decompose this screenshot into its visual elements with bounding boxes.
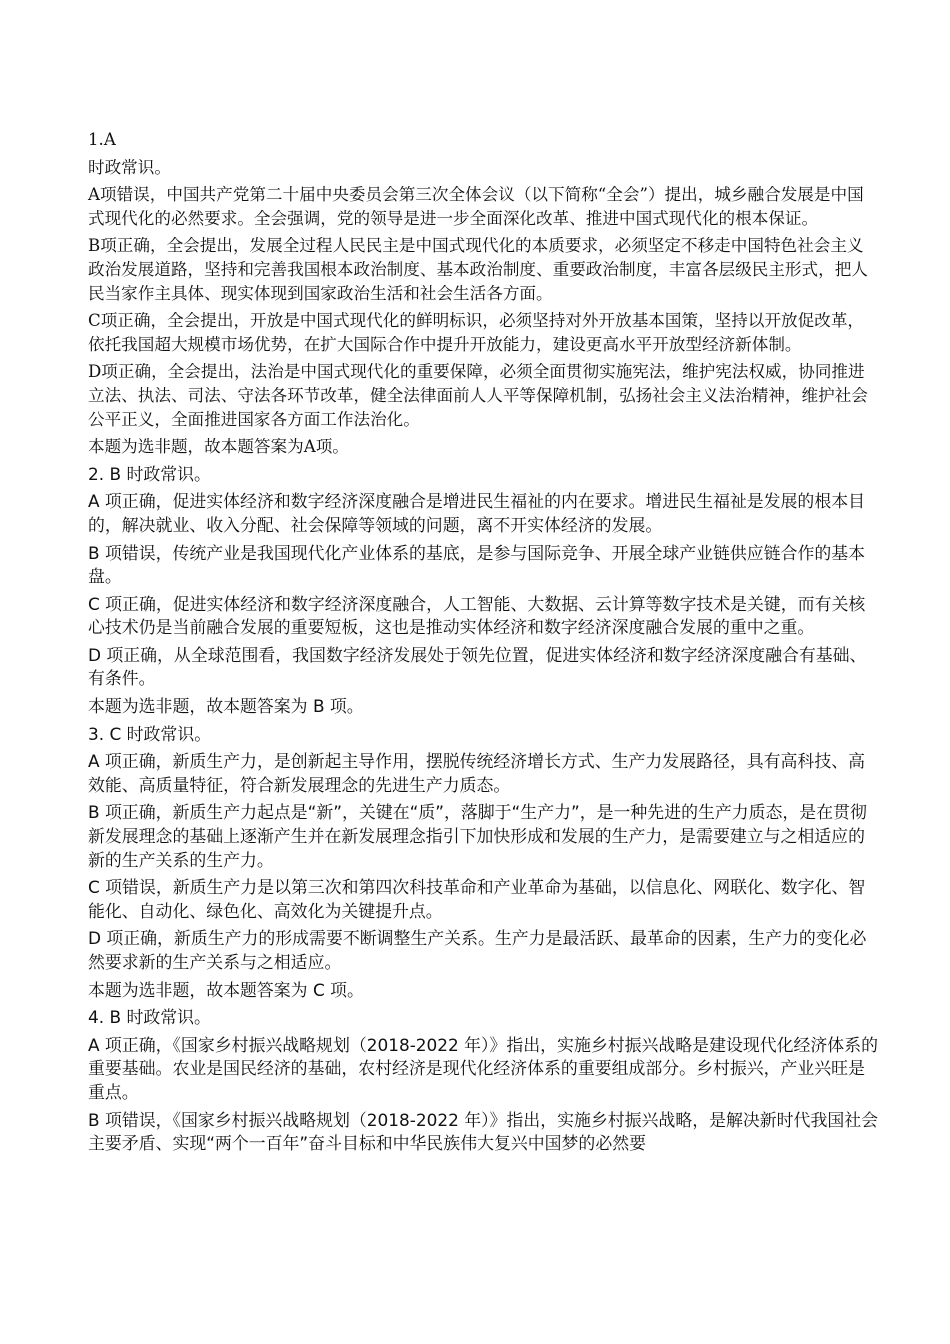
question-1-conclusion: 本题为选非题，故本题答案为A项。 [88,437,349,457]
question-4-option-a: A 项正确，《国家乡村振兴战略规划（2018-2022 年）》指出，实施乡村振兴战略是建设现代化经济体系的重要基础。农业是国民经济的基础，农村经济是现代化经济体系的重要组成部分。乡村振兴，产业兴旺是重点。 [88,1034,878,1102]
question-3-option-d: D 项正确，新质生产力的形成需要不断调整生产关系。生产力是最活跃、最革命的因素，生产力的变化必然要求新的生产关系与之相适应。 [88,928,867,972]
question-3-conclusion: 本题为选非题，故本题答案为 C 项。 [88,979,364,1000]
question-1 [88,128,878,459]
question-1-category: 时政常识。 [88,157,171,177]
question-1-option-a: A项错误，中国共产党第二十届中央委员会第三次全体会议（以下简称“全会”）提出，城乡融合发展是中国式现代化的必然要求。全会强调，党的领导是进一步全面深化改革、推进中国式现代化的根本保证。 [88,185,864,228]
question-3-option-c: C 项错误，新质生产力是以第三次和第四次科技革命和产业革命为基础，以信息化、网联化、数字化、智能化、自动化、绿色化、高效化为关键提升点。 [88,877,866,921]
question-4-header: 4. B 时政常识。 [88,1007,211,1028]
question-4-option-b: B 项错误，《国家乡村振兴战略规划（2018-2022 年）》指出，实施乡村振兴战略，是解决新时代我国社会主要矛盾、实现“两个一百年”奋斗目标和中华民族伟大复兴中国梦的必然要 [88,1109,879,1154]
question-1-option-d: D项正确，全会提出，法治是中国式现代化的重要保障，必须全面贯彻实施宪法，维护宪法权威，协同推进立法、执法、司法、守法各环节改革，健全法律面前人人平等保障机制，弘扬社会主义法治精神，维护社会公平正义，全面推进国家各方面工作法治化。 [88,362,868,429]
question-2-option-a: A 项正确，促进实体经济和数字经济深度融合是增进民生福祉的内在要求。增进民生福祉是发展的根本目的，解决就业、收入分配、社会保障等领域的问题，离不开实体经济的发展。 [88,491,865,535]
document-page [88,128,878,1160]
question-2-option-b: B 项错误，传统产业是我国现代化产业体系的基底，是参与国际竞争、开展全球产业链供应链合作的基本盘。 [88,542,866,587]
question-2-option-d: D 项正确，从全球范围看，我国数字经济发展处于领先位置，促进实体经济和数字经济深度融合有基础、有条件。 [88,644,867,689]
question-3 [88,723,878,1003]
question-4 [88,1006,878,1156]
question-3-option-b: B 项正确，新质生产力起点是“新”，关键在“质”，落脚于“生产力”，是一种先进的生产力质态，是在贯彻新发展理念的基础上逐渐产生并在新发展理念指引下加快形成和发展的生产力，是需要建立与之相适应的新的生产关系的生产力。 [88,802,867,870]
question-2-conclusion: 本题为选非题，故本题答案为 B 项。 [88,696,364,717]
question-2-header: 2. B 时政常识。 [88,463,211,484]
question-2 [88,463,878,719]
question-1-number: 1.A [88,130,116,149]
question-1-option-c: C项正确，全会提出，开放是中国式现代化的鲜明标识，必须坚持对外开放基本国策，坚持以开放促改革，依托我国超大规模市场优势，在扩大国际合作中提升开放能力，建设更高水平开放型经济新体制。 [88,311,865,354]
question-3-header: 3. C 时政常识。 [88,723,212,744]
question-3-option-a: A 项正确，新质生产力，是创新起主导作用，摆脱传统经济增长方式、生产力发展路径，具有高科技、高效能、高质量特征，符合新发展理念的先进生产力质态。 [88,751,865,795]
question-2-option-c: C 项正确，促进实体经济和数字经济深度融合，人工智能、大数据、云计算等数字技术是关键，而有关核心技术仍是当前融合发展的重要短板，这也是推动实体经济和数字经济深度融合发展的重中之重。 [88,593,866,638]
question-1-option-b: B项正确，全会提出，发展全过程人民民主是中国式现代化的本质要求，必须坚定不移走中国特色社会主义政治发展道路，坚持和完善我国根本政治制度、基本政治制度、重要政治制度，丰富各层级民主形式，把人民当家作主具体、现实体现到国家政治生活和社会生活各方面。 [88,236,868,303]
